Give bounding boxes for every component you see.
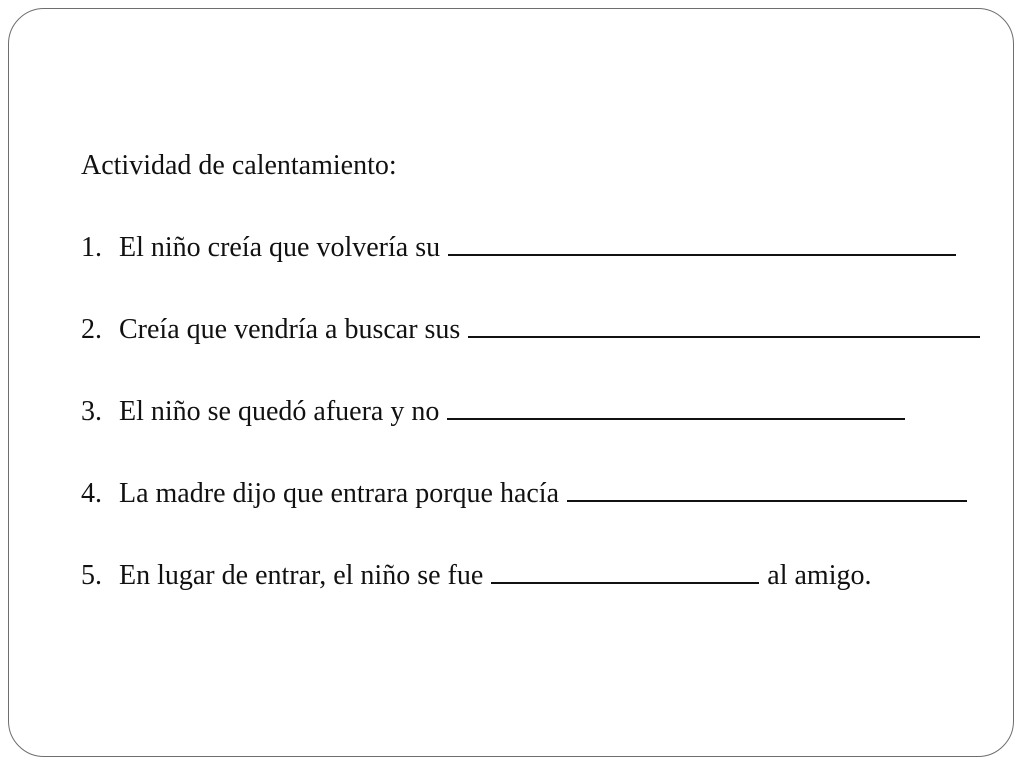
question-number: 4. (81, 478, 102, 509)
question-text: El niño creía que volvería su (119, 232, 441, 263)
question-number: 5. (81, 560, 102, 591)
answer-blank[interactable] (448, 230, 956, 256)
slide-frame (8, 8, 1014, 757)
worksheet-content (81, 145, 1024, 637)
answer-blank[interactable] (468, 312, 980, 338)
question-3 (81, 391, 1024, 432)
question-number: 3. (81, 396, 102, 427)
worksheet-title: Actividad de calentamiento: (81, 150, 397, 181)
question-2 (81, 309, 1024, 350)
question-text: En lugar de entrar, el niño se fue (119, 560, 484, 591)
question-5 (81, 555, 1024, 596)
answer-blank[interactable] (567, 476, 967, 502)
question-text: Creía que vendría a buscar sus (119, 314, 461, 345)
question-number: 2. (81, 314, 102, 345)
question-text: La madre dijo que entrara porque hacía (119, 478, 560, 509)
question-4 (81, 473, 1024, 514)
question-text-after: al amigo. (767, 560, 872, 591)
answer-blank[interactable] (447, 394, 905, 420)
answer-blank[interactable] (491, 558, 759, 584)
question-1 (81, 227, 1024, 268)
question-text: El niño se quedó afuera y no (119, 396, 440, 427)
question-number: 1. (81, 232, 102, 263)
